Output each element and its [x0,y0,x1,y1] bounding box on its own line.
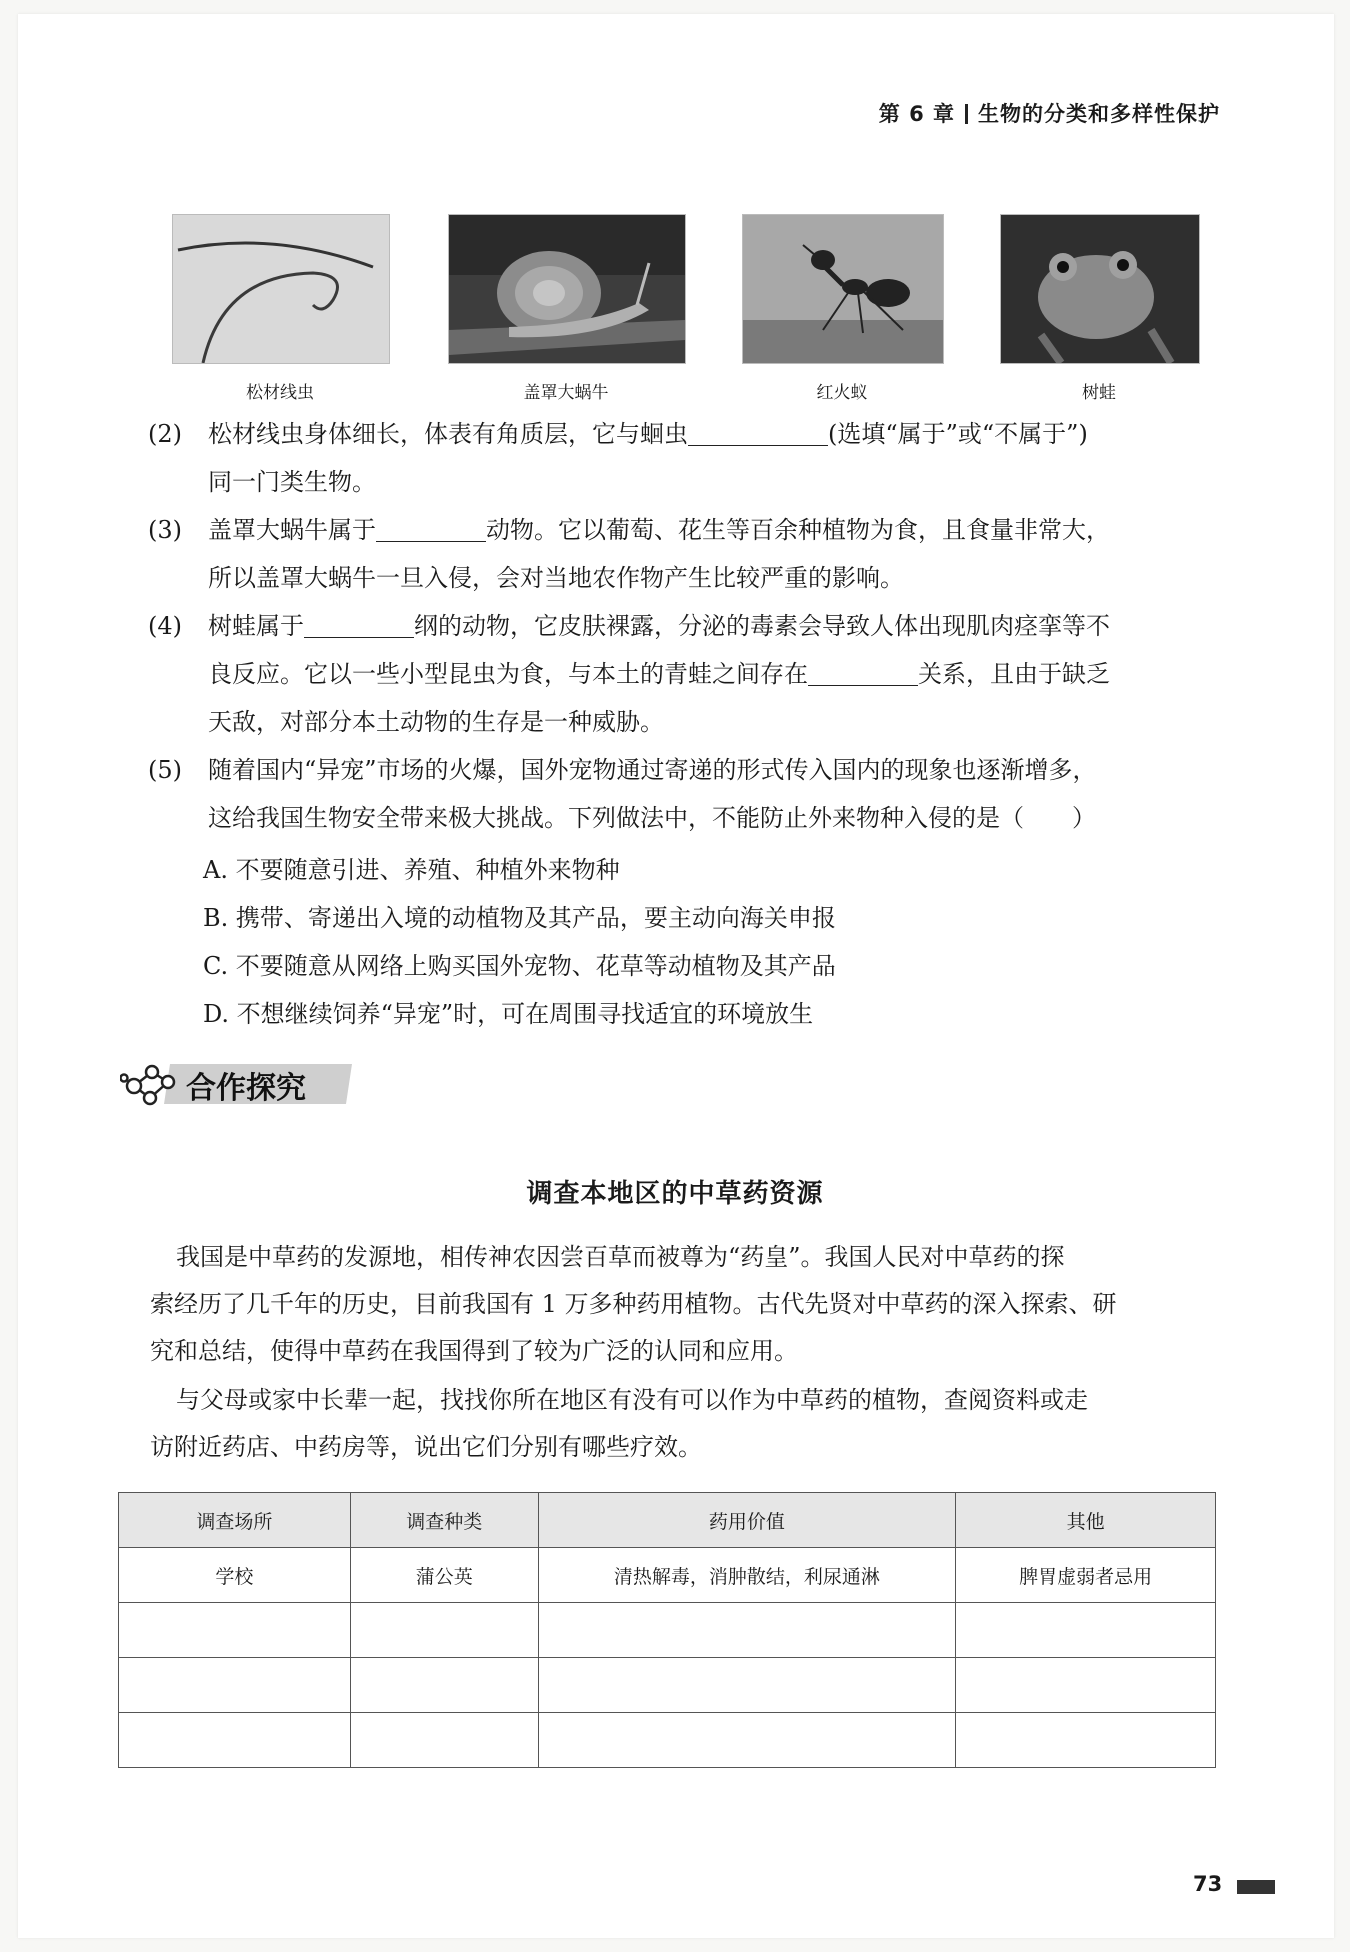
table-cell[interactable] [350,1603,538,1658]
table-cell: 学校 [119,1548,351,1603]
paragraph-line: 访附近药店、中药房等，说出它们分别有哪些疗效。 [150,1433,702,1461]
table-cell: 蒲公英 [350,1548,538,1603]
paragraph-line: 究和总结，使得中草药在我国得到了较为广泛的认同和应用。 [150,1337,798,1365]
question-text: 关系，且由于缺乏 [918,660,1110,688]
question-number: (2) [148,420,182,448]
table-row [119,1658,1216,1713]
question-number: (3) [148,516,182,544]
paragraph-line: 索经历了几千年的历史，目前我国有 1 万多种药用植物。古代先贤对中草药的深入探索、研 [150,1290,1117,1318]
table-cell[interactable] [119,1658,351,1713]
table-header-row [119,1493,1216,1548]
table-row [119,1548,1216,1603]
question-number: (5) [148,756,182,784]
table-cell[interactable] [956,1603,1216,1658]
column-header: 药用价值 [538,1493,956,1548]
photo-caption: 红火蚁 [816,383,868,403]
option-d[interactable]: D. 不想继续饲养“异宠”时，可在周围寻找适宜的环境放生 [203,1000,814,1028]
answer-blank[interactable] [808,659,918,686]
question-line: 同一门类生物。 [208,468,376,496]
table-row [119,1603,1216,1658]
photo-caption: 盖罩大蜗牛 [523,383,609,403]
table-cell[interactable] [119,1603,351,1658]
column-header: 调查场所 [119,1493,351,1548]
question-line [208,602,1110,650]
page-marker [1237,1880,1275,1894]
question-text: 动物。它以葡萄、花生等百余种植物为食，且食量非常大， [486,516,1110,544]
column-header: 调查种类 [350,1493,538,1548]
table-cell[interactable] [538,1603,956,1658]
frog-photo [1000,214,1200,364]
table-cell[interactable] [538,1658,956,1713]
table-cell[interactable] [956,1713,1216,1768]
paragraph-line: 我国是中草药的发源地，相传神农因尝百草而被尊为“药皇”。我国人民对中草药的探 [176,1243,1065,1271]
photo-caption: 树蛙 [1082,383,1116,403]
question-line [208,506,1110,554]
photo-caption: 松材线虫 [246,383,314,403]
question-text: (选填“属于”或“不属于”) [828,420,1088,448]
question-line: 随着国内“异宠”市场的火爆，国外宠物通过寄递的形式传入国内的现象也逐渐增多， [208,756,1097,784]
table-cell: 清热解毒，消肿散结，利尿通淋 [538,1548,956,1603]
activity-title: 调查本地区的中草药资源 [526,1179,824,1209]
question-number: (4) [148,612,182,640]
chapter-number: 第 6 章 [878,102,955,126]
option-a[interactable]: A. 不要随意引进、养殖、种植外来物种 [203,856,620,884]
answer-blank[interactable] [304,611,414,638]
question-text: 树蛙属于 [208,612,304,640]
question-line: 这给我国生物安全带来极大挑战。下列做法中，不能防止外来物种入侵的是（ ） [208,804,1096,832]
table-row [119,1713,1216,1768]
survey-table [118,1492,1216,1768]
chapter-header [879,98,1220,128]
question-line: 天敌，对部分本土动物的生存是一种威胁。 [208,708,664,736]
question-text: 松材线虫身体细长，体表有角质层，它与蛔虫 [208,420,688,448]
table-cell[interactable] [538,1713,956,1768]
option-c[interactable]: C. 不要随意从网络上购买国外宠物、花草等动植物及其产品 [203,952,836,980]
table-cell[interactable] [350,1713,538,1768]
snail-photo [448,214,686,364]
answer-blank[interactable] [376,515,486,542]
paragraph-line: 与父母或家中长辈一起，找找你所在地区有没有可以作为中草药的植物，查阅资料或走 [176,1386,1088,1414]
page-number: 73 [1193,1872,1223,1896]
ant-photo [742,214,944,364]
question-line: 所以盖罩大蜗牛一旦入侵，会对当地农作物产生比较严重的影响。 [208,564,904,592]
table-cell[interactable] [350,1658,538,1713]
question-text: 盖罩大蜗牛属于 [208,516,376,544]
answer-blank[interactable] [688,419,828,446]
question-text: 良反应。它以一些小型昆虫为食，与本土的青蛙之间存在 [208,660,808,688]
question-line [208,650,1110,698]
header-divider [965,104,968,124]
table-cell[interactable] [956,1658,1216,1713]
table-cell: 脾胃虚弱者忌用 [956,1548,1216,1603]
section-title: 合作探究 [186,1071,306,1106]
question-line [208,410,1088,458]
column-header: 其他 [956,1493,1216,1548]
option-b[interactable]: B. 携带、寄递出入境的动植物及其产品，要主动向海关申报 [203,904,836,932]
chapter-title: 生物的分类和多样性保护 [978,102,1220,126]
table-cell[interactable] [119,1713,351,1768]
question-text: 纲的动物，它皮肤裸露，分泌的毒素会导致人体出现肌肉痉挛等不 [414,612,1110,640]
nematode-photo [172,214,390,364]
